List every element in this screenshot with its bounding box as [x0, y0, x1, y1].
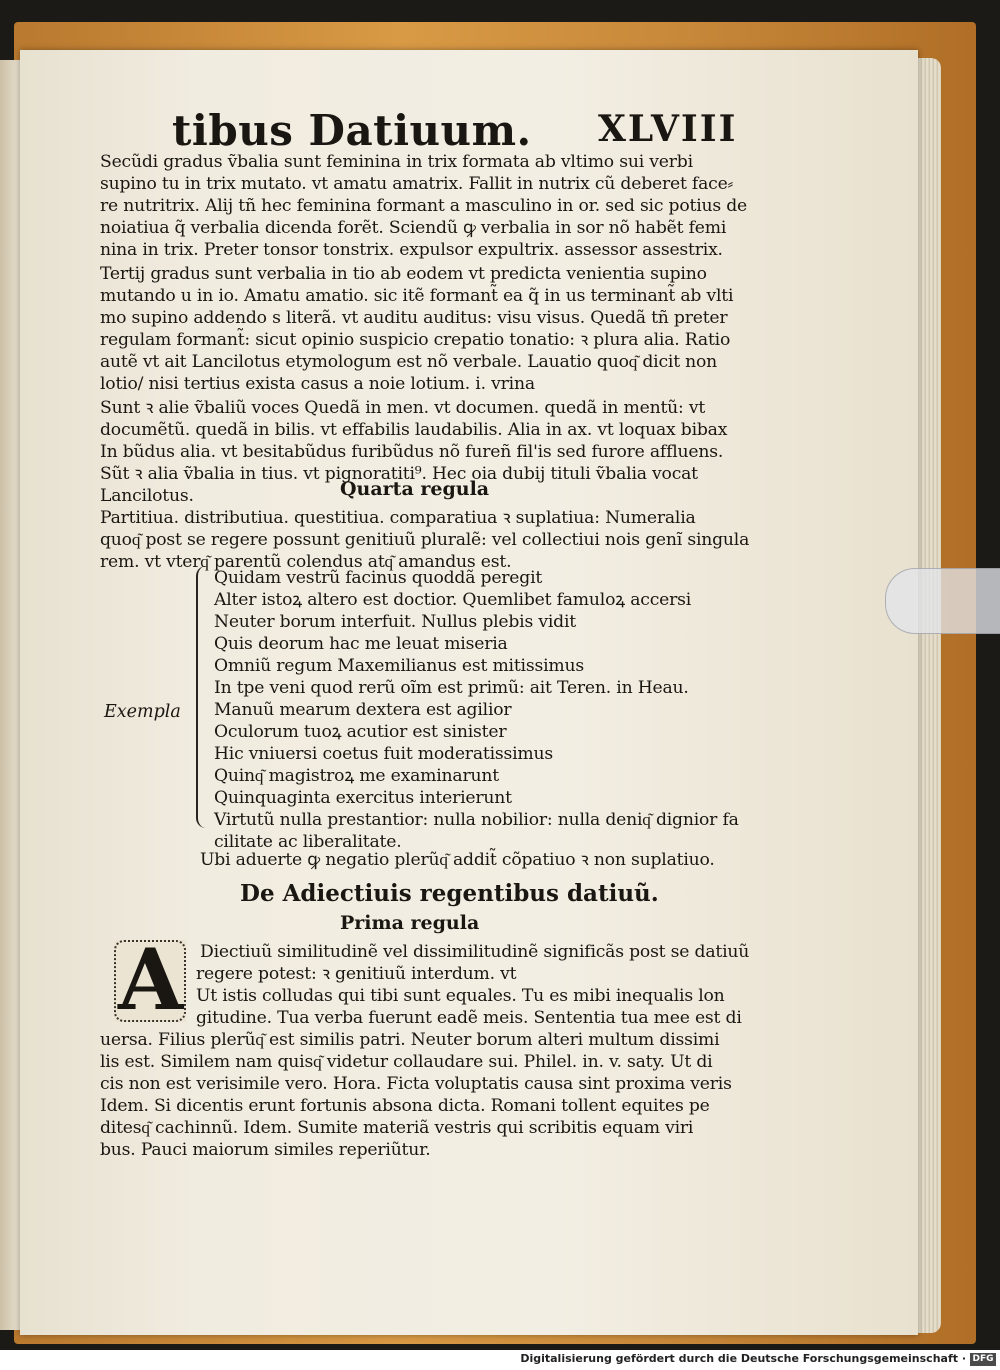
example-line: Quinquaginta exercitus interierunt: [214, 788, 512, 808]
note-line: Ubi aduerte ꝙ negatio plerũq͂ addit̃ cõpatiuo ꝛ non suplatiuo.: [200, 850, 715, 870]
text-line: mutando u in io. Amatu amatio. sic itẽ formant̃ ea q̃ in us terminant̃ ab vlti: [100, 286, 734, 306]
text-line: Secũdi gradus ṽbalia sunt feminina in trix formata ab vltimo sui verbi: [100, 152, 693, 172]
text-line: Sunt ꝛ alie ṽbaliũ voces Quedã in men. vt documen. quedã in mentũ: vt: [100, 398, 706, 418]
example-line: Virtutũ nulla prestantior: nulla nobilior: nulla deniq͂ dignior fa: [214, 810, 739, 830]
example-line: cilitate ac liberalitate.: [214, 832, 402, 852]
footer-bar: [0, 1350, 1000, 1370]
text-line: mo supino addendo s literã. vt auditu auditus: visu visus. Quedã tñ preter: [100, 308, 728, 328]
decorated-initial: [114, 930, 186, 1029]
text-line: Sũt ꝛ alia ṽbalia in tius. vt pignoratiti⁹. Hec oia dubij tituli ṽbalia vocat: [100, 464, 698, 484]
examples-brace: [196, 566, 210, 828]
example-line: Hic vniuersi coetus fuit moderatissimus: [214, 744, 554, 764]
page-clip: [885, 568, 1000, 634]
examples-label: Exempla: [104, 702, 181, 722]
text-line: regere potest: ꝛ genitiuũ interdum. vt: [196, 964, 517, 984]
text-line: lis est. Similem nam quisq͂ videtur collaudare sui. Philel. in. v. saty. Ut di: [100, 1052, 713, 1072]
initial-letter: A: [118, 930, 184, 1029]
funding-credit: Digitalisierung gefördert durch die Deutsche Forschungsgemeinschaft ·: [520, 1352, 966, 1365]
text-line: cis non est verisimile vero. Hora. Ficta voluptatis causa sint proxima veris: [100, 1074, 732, 1094]
running-head: tibus Datiuum.: [172, 106, 532, 155]
example-line: Quis deorum hac me leuat miseria: [214, 634, 508, 654]
example-line: Neuter borum interfuit. Nullus plebis vidit: [214, 612, 576, 632]
text-line: Tertij gradus sunt verbalia in tio ab eodem vt predicta venientia supino: [100, 264, 707, 284]
text-line: Idem. Si dicentis erunt fortunis absona dicta. Romani tollent equites pe: [100, 1096, 710, 1116]
facing-page-edge: [0, 60, 20, 1330]
text-line: ditesq͂ cachinnũ. Idem. Sumite materiã vestris qui scribitis equam viri: [100, 1118, 694, 1138]
text-line: rem. vt vterq͂ parentũ colendus atq͂ amandus est.: [100, 552, 512, 572]
text-line: Lancilotus.: [100, 486, 194, 506]
example-line: Oculorum tuoꝝ acutior est sinister: [214, 722, 507, 742]
text-line: autẽ vt ait Lancilotus etymologum est nõ verbale. Lauatio quoq͂ dicit non: [100, 352, 718, 372]
text-line: uersa. Filius plerũq͂ est similis patri. Neuter borum alteri multum dissimi: [100, 1030, 720, 1050]
example-line: Omniũ regum Maxemilianus est mitissimus: [214, 656, 584, 676]
text-line: In bũdus alia. vt besitabũdus furibũdus nõ fureñ fil'is sed furore affluens.: [100, 442, 724, 462]
text-line: documẽtũ. quedã in bilis. vt effabilis laudabilis. Alia in ax. vt loquax bibax: [100, 420, 728, 440]
example-line: Quidam vestrũ facinus quoddã peregit: [214, 568, 543, 588]
text-line: gitudine. Tua verba fuerunt eadẽ meis. Sententia tua mee est di: [196, 1008, 742, 1028]
text-line: nina in trix. Preter tonsor tonstrix. expulsor expultrix. assessor assestrix.: [100, 240, 723, 260]
text-line: Ut istis colludas qui tibi sunt equales. Tu es mibi inequalis lon: [196, 986, 725, 1006]
text-line: noiatiua q̃ verbalia dicenda forẽt. Sciendũ ꝙ verbalia in sor nõ habẽt femi: [100, 218, 727, 238]
text-line: regulam formant̃: sicut opinio suspicio crepatio tonatio: ꝛ plura alia. Ratio: [100, 330, 731, 350]
text-line: Diectiuũ similitudinẽ vel dissimilitudinẽ significãs post se datiuũ: [200, 942, 750, 962]
text-line: lotio/ nisi tertius exista casus a noie lotium. i. vrina: [100, 374, 535, 394]
folio-number: XLVIII: [598, 108, 738, 150]
prima-regula-heading: Prima regula: [340, 912, 480, 934]
example-line: Alter istoꝝ altero est doctior. Quemlibet famuloꝝ accersi: [214, 590, 692, 610]
text-line: bus. Pauci maiorum similes reperiũtur.: [100, 1140, 431, 1160]
quarta-regula-heading: Quarta regula: [340, 478, 490, 500]
example-line: In tpe veni quod rerũ oĩm est primũ: ait Teren. in Heau.: [214, 678, 689, 698]
dfg-logo: DFG: [970, 1353, 996, 1366]
section-heading: De Adiectiuis regentibus datiuũ.: [240, 880, 659, 907]
text-line: quoq͂ post se regere possunt genitiuũ pluralẽ: vel collectiui nois genĩ singula: [100, 530, 750, 550]
text-line: Partitiua. distributiua. questitiua. comparatiua ꝛ suplatiua: Numeralia: [100, 508, 696, 528]
example-line: Quinq͂ magistroꝝ me examinarunt: [214, 766, 499, 786]
example-line: Manuũ mearum dextera est agilior: [214, 700, 512, 720]
text-line: supino tu in trix mutato. vt amatu amatrix. Fallit in nutrix cũ deberet face⸗: [100, 174, 734, 194]
text-line: re nutritrix. Alij tñ hec feminina formant a masculino in or. sed sic potius de: [100, 196, 748, 216]
